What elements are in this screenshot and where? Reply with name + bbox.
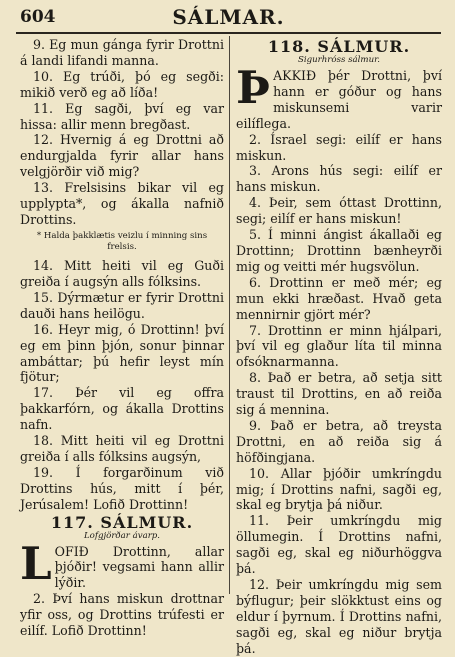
verse: 9. Það er betra, að treysta Drottni, en að reiða sig á höfðingjana. [236,417,442,465]
verse: 7. Drottinn er minn hjálpari, því vil eg glaður líta til minna ofsóknarmanna. [236,322,442,370]
verse: 4. Þeir, sem óttast Drottinn, segi; eilíf er hans miskun! [236,195,442,227]
verse: 12. Þeir umkríngdu mig sem býflugur; þeir slökktust eins og eldur í þyrnum. Í Drottins nafni, sagði eg, skal eg niður brytja þá. [236,577,442,656]
verse: 13. Frelsisins bikar vil eg upplypta*, og ákalla nafnið Drottins. [20,180,224,227]
verse: 14. Mitt heiti vil eg Guði greiða í augsýn alls fólksins. [20,258,224,289]
verse: 10. Allar þjóðir umkríngdu mig; í Drottins nafni, sagði eg, skal eg brytja þá niður. [236,465,442,513]
footnote: * Halda þakklætis veizlu í minning sins frelsis. [36,230,208,253]
verse: 15. Dýrmætur er fyrir Drottni dauði hans heilögu. [20,289,224,321]
right-column [236,37,442,657]
verse: 19. Í forgarðinum við Drottins hús, mitt í þér, Jerúsalem! Lofið Drottinn! [20,464,224,512]
verse: 12. Hvernig á eg Drottni að endurgjalda fyrir allar hans velgjörðir við mig? [20,132,224,180]
verse: 10. Eg trúði, þó eg segði: mikið verð eg að líða! [20,68,224,100]
psalm-subtitle: Lofgjörðar ávarp. [83,530,161,541]
verse: 11. Eg sagði, því eg var hissa: allir menn bregðast. [20,100,224,132]
first-verse-text: OFIÐ Drottinn, allar þjóðir! vegsami hann allir lýðir. [54,543,224,591]
verse: 18. Mitt heiti vil eg Drottni greiða í alls fólksins augsýn, [20,433,224,464]
psalm-subtitle: Sigurhróss sálmur. [297,55,380,65]
running-header [16,4,441,32]
drop-cap: Þ [236,61,271,114]
verse: 11. Þeir umkríngdu mig öllumegin. Í Drottins nafni, sagði eg, skal eg niðurhöggva þá. [236,513,442,577]
verse: 16. Heyr mig, ó Drottinn! því eg em þinn þjón, sonur þinnar ambáttar; þú hefir leyst mín fjötur; [20,321,224,385]
left-column [20,37,224,639]
first-verse [236,61,442,132]
drop-cap: L [20,536,52,590]
verse: 9. Eg mun gánga fyrir Drottni á landi lifandi manna. [20,37,224,68]
first-verse [20,536,224,592]
verse: 2. Ísrael segi: eilíf er hans miskun. [236,131,442,163]
running-title: SÁLMAR. [172,5,285,29]
page-number: 604 [20,7,56,27]
first-verse-text: AKKIÐ þér Drottni, því hann er góður og hans miskunsemi varir eilíflega. [236,68,442,131]
verse: 8. Það er betra, að setja sitt traust til Drottins, en að reiða sig á mennina. [236,370,442,418]
verse: 6. Drottinn er með mér; eg mun ekki hræðast. Hvað geta mennirnir gjört mér? [236,274,442,322]
header-rule [16,32,441,34]
verse: 3. Arons hús segi: eilíf er hans miskun. [236,163,442,195]
verse: 5. Í minni ángist ákallaði eg Drottinn; Drottinn bænheyrði mig og veitti mér hugsvölun. [236,227,442,274]
verse: 17. Þér vil eg offra þakkarfórn, og ákalla Drottins nafn. [20,385,224,433]
verse: 2. Því hans miskun drottnar yfir oss, og Drottins trúfesti er eilíf. Lofið Drottinn! [20,591,224,639]
psalm-title: 118. SÁLMUR. [267,37,411,56]
column-divider [229,36,230,594]
psalm-title: 117. SÁLMUR. [50,512,194,532]
